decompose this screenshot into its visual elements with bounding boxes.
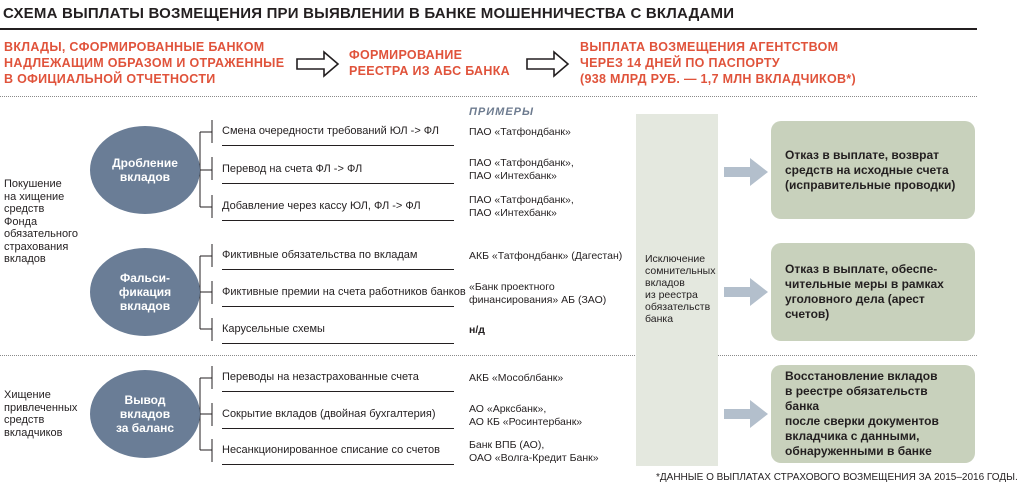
outcome-text: Отказ в выплате, возврат средств на исходные счета (исправительные проводки) [785,147,956,192]
group-circle-line: Фальси- [120,271,170,285]
group-circle-splitting [90,126,200,214]
exclusion-label [645,253,715,325]
example-item [469,126,571,139]
page-title: СХЕМА ВЫПЛАТЫ ВОЗМЕЩЕНИЯ ПРИ ВЫЯВЛЕНИИ В БАНКЕ МОШЕННИЧЕСТВА С ВКЛАДАМИ [3,5,735,22]
side-label-line: обязательного [4,228,78,240]
method-item: Добавление через кассу ЮЛ, ФЛ -> ФЛ [222,192,454,221]
example-line: н/д [469,324,485,336]
group-circle-line: фикация [118,285,172,299]
group-circle-line: вкладов [119,299,171,313]
side-label-line: средств [4,203,45,215]
exclusion-line: банка [645,313,674,325]
arrow-right-icon [724,278,768,306]
method-item: Фиктивные премии на счета работников банков [222,278,454,307]
flow-step-1-line: НАДЛЕЖАЩИМ ОБРАЗОМ И ОТРАЖЕННЫЕ [4,56,285,70]
flow-step-1-line: В ОФИЦИАЛЬНОЙ ОТЧЕТНОСТИ [4,72,216,86]
side-label-line: страхования [4,240,69,253]
example-item [469,157,574,183]
example-line: ПАО «Татфондбанк», [469,194,574,206]
side-label-line: Покушение [4,178,62,190]
method-item: Сокрытие вкладов (двойная бухгалтерия) [222,400,454,429]
exclusion-line: сомнительных [645,265,716,277]
side-label-line: вкладов [4,253,46,265]
example-line: ПАО «Татфондбанк» [469,126,571,138]
method-item: Несанкционированное списание со счетов [222,436,454,465]
group-circle-line: за баланс [115,421,175,435]
footnote: *ДАННЫЕ О ВЫПЛАТАХ СТРАХОВОГО ВОЗМЕЩЕНИЯ ЗА 2015–2016 ГОДЫ. [656,472,1018,483]
group-circle-off-balance [90,370,200,458]
outcome-text: Отказ в выплате, обеспе- чительные меры в рамках уголовного дела (арест счетов) [785,262,944,321]
flow-step-3-line: ЧЕРЕЗ 14 ДНЕЙ ПО ПАСПОРТУ [580,56,780,70]
flow-step-3-line: ВЫПЛАТА ВОЗМЕЩЕНИЯ АГЕНТСТВОМ [580,40,839,54]
exclusion-line: обязательств [645,301,711,313]
group-circle-line: вкладов [119,407,171,421]
flow-step-2-line: РЕЕСТРА ИЗ АБС БАНКА [349,64,510,78]
example-item [469,324,485,337]
group-circle-line: вкладов [119,170,171,184]
method-item: Фиктивные обязательства по вкладам [222,241,454,270]
arrow-right-icon [724,400,768,428]
side-label-line: вкладчиков [4,426,63,439]
outcome-box-restore [771,365,975,463]
outcome-box-refund [771,121,975,219]
example-line: АКБ «Татфондбанк» (Дагестан) [469,250,623,262]
example-line: ПАО «Интехбанк» [469,170,557,182]
method-item: Переводы на незастрахованные счета [222,363,454,392]
example-line: ОАО «Волга-Кредит Банк» [469,452,599,464]
method-item: Карусельные схемы [222,315,454,344]
example-item [469,403,582,429]
group-circle-falsification [90,248,200,336]
example-line: финансирования» АБ (ЗАО) [469,294,607,306]
example-line: ПАО «Интехбанк» [469,207,557,219]
exclusion-line: вкладов [645,277,685,289]
exclusion-line: Исключение [645,253,706,265]
outcome-box-arrest [771,243,975,341]
examples-header: ПРИМЕРЫ [469,106,534,118]
exclusion-line: из реестра [645,289,698,301]
arrow-right-icon [724,158,768,186]
example-line: ПАО «Татфондбанк», [469,157,574,169]
side-label-line: Хищение [4,389,51,401]
flow-step-2-line: ФОРМИРОВАНИЕ [349,48,463,62]
side-label-line: на хищение [4,190,65,203]
example-line: «Банк проектного [469,281,555,293]
side-label-line: Фонда [4,215,38,228]
group-circle-line: Дробление [112,156,178,170]
example-line: Банк ВПБ (АО), [469,439,545,451]
example-item [469,372,563,385]
method-item: Смена очередности требований ЮЛ -> ФЛ [222,117,454,146]
example-item [469,281,606,307]
flow-step-3-line: (938 МЛРД РУБ. — 1,7 МЛН ВКЛАДЧИКОВ*) [580,72,856,86]
outcome-text: Восстановление вкладов в реестре обязательств банка после сверки документов вкладчика с данными, обнаруженными в банке [785,369,939,458]
flow-step-1-line: ВКЛАДЫ, СФОРМИРОВАННЫЕ БАНКОМ [4,40,265,54]
example-item [469,250,622,263]
example-item [469,194,574,220]
side-label-line: привлеченных [4,401,78,414]
example-item [469,439,599,465]
example-line: АО «Арксбанк», [469,403,547,415]
example-line: АКБ «Мособлбанк» [469,372,564,384]
group-circle-line: Вывод [124,393,166,407]
example-line: АО КБ «Росинтербанк» [469,416,583,428]
method-item: Перевод на счета ФЛ -> ФЛ [222,155,454,184]
side-label-line: средств [4,414,45,426]
